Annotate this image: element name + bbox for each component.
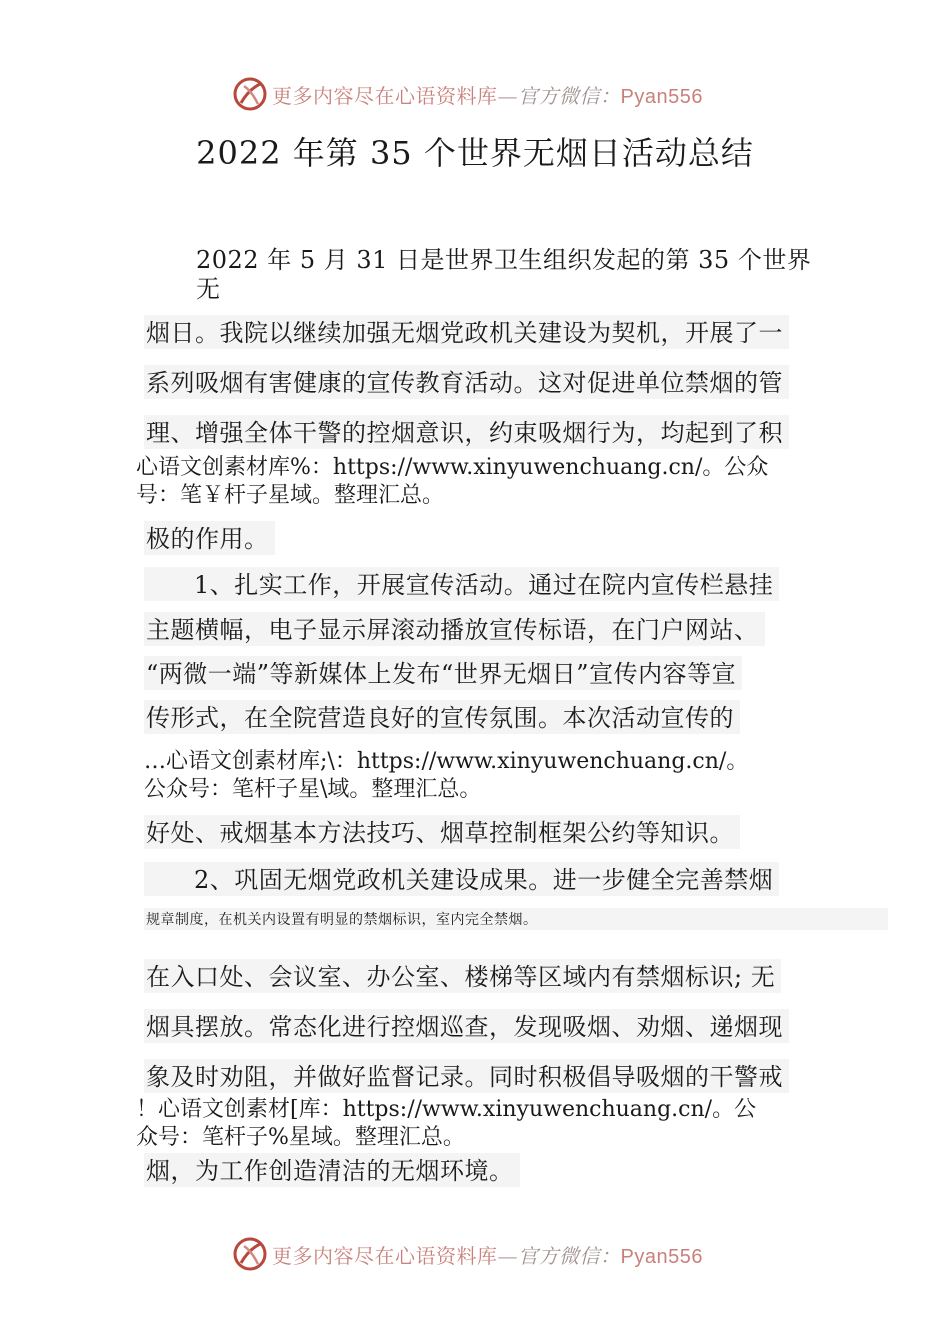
p1-line-3: 烟日。我院以继续加强无烟党政机关建设为契机，开展了一 — [144, 315, 789, 349]
p3-line-2: 在入口处、会议室、办公室、楼梯等区域内有禁烟标识; 无 — [144, 959, 781, 993]
header-brand — [232, 74, 703, 114]
footer-brand — [232, 1234, 703, 1274]
p3-line-3: 烟具摆放。常态化进行控烟巡查，发现吸烟、劝烟、递烟现 — [144, 1009, 789, 1043]
watermark-2-line-2: 公众号：笔杆子星\域。整理汇总。 — [144, 777, 482, 802]
p1-line-2: 无 — [196, 275, 221, 303]
brand-caption: 更多内容尽在心语资料库—官方微信：Pyan556 — [272, 83, 703, 108]
watermark-2-line-1: …心语文创素材库;\：https://www.xinyuwenchuang.cn/。 — [144, 749, 749, 774]
watermark-3-line-2: 众号：笔杆子%星域。整理汇总。 — [136, 1125, 465, 1150]
p2-line-4: 传形式，在全院营造良好的宣传氛围。本次活动宣传的 — [144, 700, 740, 734]
watermark-3-line-1: ！心语文创素材[库：https://www.xinyuwenchuang.cn/。公 — [136, 1097, 757, 1122]
p2-line-2: 主题横幅，电子显示屏滚动播放宣传标语，在门户网站、 — [144, 612, 765, 646]
ribbon-logo-icon — [232, 1236, 268, 1272]
p1-line-1: 2022 年 5 月 31 日是世界卫生组织发起的第 35 个世界 — [196, 246, 812, 274]
p2-line-3: “两微一端”等新媒体上发布“世界无烟日”宣传内容等宣 — [144, 656, 742, 690]
watermark-1-line-2: 号：笔￥杆子星域。整理汇总。 — [136, 483, 445, 508]
p2-line-1: 1、扎实工作，开展宣传活动。通过在院内宣传栏悬挂 — [144, 567, 779, 601]
ribbon-logo-icon — [232, 76, 268, 112]
p1-line-6: 极的作用。 — [144, 521, 275, 555]
watermark-1-line-1: 心语文创素材库%：https://www.xinyuwenchuang.cn/。公众 — [136, 455, 769, 480]
p3-line-5: 烟，为工作创造清洁的无烟环境。 — [144, 1153, 520, 1187]
p3-line-4: 象及时劝阻，并做好监督记录。同时积极倡导吸烟的干警戒 — [144, 1059, 789, 1093]
p2-line-5: 好处、戒烟基本方法技巧、烟草控制框架公约等知识。 — [144, 815, 740, 849]
p3-line-1: 2、巩固无烟党政机关建设成果。进一步健全完善禁烟 — [144, 862, 779, 896]
p1-line-5: 理、增强全体干警的控烟意识，约束吸烟行为，均起到了积 — [144, 415, 789, 449]
page-title: 2022 年第 35 个世界无烟日活动总结 — [196, 134, 754, 172]
p3-small-line: 规章制度，在机关内设置有明显的禁烟标识，室内完全禁烟。 — [144, 908, 888, 930]
brand-caption: 更多内容尽在心语资料库—官方微信：Pyan556 — [272, 1243, 703, 1268]
p1-line-4: 系列吸烟有害健康的宣传教育活动。这对促进单位禁烟的管 — [144, 365, 789, 399]
